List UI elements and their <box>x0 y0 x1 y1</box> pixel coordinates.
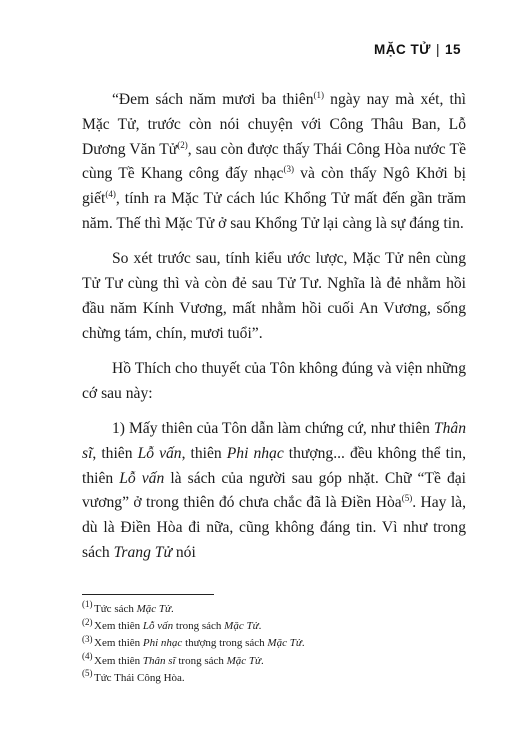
footnote-ref: (5) <box>401 493 413 504</box>
text-run: thượng... đều không thể tin, thiên <box>82 444 466 487</box>
footnote-ref: (2) <box>177 139 188 150</box>
text-run: So xét trước sau, tính kiểu ước lược, Mặc Tử nên cùng Tử Tư cùng thì và còn đẻ sau Tử Tư. Nghĩa là đẻ nhằm hồi đầu năm Kính Vương, mất nhằm hồi cuối An Vương, sống chừng tám, chín, mươi tuổi”. <box>82 250 466 342</box>
italic-title: Lỗ vấn <box>119 469 165 487</box>
text-run: Xem thiên <box>94 637 143 650</box>
paragraph <box>82 247 466 346</box>
text-run: Tức Thái Công Hòa. <box>94 671 185 684</box>
text-run: , sau còn được thấy Thái Công Hòa nước Tề cùng Tề Khang công đấy nhạc <box>82 140 466 183</box>
running-header-separator: | <box>435 42 440 57</box>
italic-title: Thân sĩ <box>82 420 466 462</box>
text-run: , tính ra Mặc Tử cách lúc Khổng Tử mất đến gần trăm năm. Thế thì Mặc Tử ở sau Khổng Tử lại càng là sự đáng tin. <box>82 190 466 232</box>
italic-title: Mặc Tử <box>224 620 259 633</box>
text-run: thượng trong sách <box>182 637 268 650</box>
running-header <box>374 42 461 57</box>
footnote-divider <box>82 594 214 595</box>
paragraph <box>82 417 466 566</box>
text-run: ngày nay mà xét, thì Mặc Tử, trước còn nói chuyện với Công Thâu Ban, Lỗ Dương Văn Tử <box>82 91 466 158</box>
footnote-item: $^{(4)}$ Xem thiên Thân sĩ trong sách Mặc Tử. <box>82 650 264 667</box>
text-run: “Đem sách năm mươi ba thiên <box>112 91 314 108</box>
footnote-item: $^{(2)}$ Xem thiên Lỗ vấn trong sách Mặc Tử. <box>82 616 262 633</box>
italic-title: Lỗ vấn <box>142 620 174 633</box>
italic-title: Mặc Tử <box>136 603 172 615</box>
text-run: nói <box>171 544 196 562</box>
text-run: 1) Mấy thiên của Tôn dẫn làm chứng cứ, như thiên <box>112 420 434 438</box>
text-run: Xem thiên <box>94 654 143 667</box>
text-run: Tức sách <box>94 603 137 615</box>
footnote-item: $^{(1)}$ Tức sách Mặc Tử. <box>82 599 174 615</box>
page-number: 15 <box>444 42 461 57</box>
text-run: trong sách <box>175 654 227 667</box>
paragraph <box>82 357 466 407</box>
text-run: Xem thiên <box>94 620 143 633</box>
italic-title: Mặc Tử <box>226 654 262 667</box>
text-run: , thiên <box>181 444 227 462</box>
footnote-ref: (4) <box>105 189 116 199</box>
text-run: . <box>261 654 264 667</box>
italic-title: Phi nhạc <box>226 444 284 462</box>
italic-title: Mặc Tử <box>267 637 302 650</box>
text-run: Hồ Thích cho thuyết của Tôn không đúng và viện những cớ sau này: <box>82 359 466 402</box>
running-header-title: MẶC TỬ <box>374 42 431 57</box>
text-run: là sách của người sau góp nhặt. Chữ “Tề đại vương” ở trong thiên đó chưa chắc đã là Điền Hòa <box>82 469 466 512</box>
footnote-item: $^{(3)}$ Xem thiên Phi nhạc thượng trong sách Mặc Tử. <box>82 633 305 650</box>
text-run: . <box>258 620 262 633</box>
italic-title: Lỗ vấn <box>137 444 182 462</box>
footnote-ref: (3) <box>283 164 294 175</box>
text-run: , thiên <box>92 444 138 462</box>
footnotes <box>82 601 466 687</box>
italic-title: Phi nhạc <box>142 637 183 650</box>
text-run: . <box>171 603 174 615</box>
text-run: . <box>301 637 305 650</box>
footnote-ref: (1) <box>313 89 325 100</box>
paragraph <box>82 88 466 237</box>
footnote-item: $^{(5)}$ Tức Thái Công Hòa. <box>82 668 185 684</box>
italic-title: Thân sĩ <box>142 654 176 667</box>
text-run: . Hay là, dù là Điền Hòa đi nữa, cũng không đáng tin. Vì như trong sách <box>82 494 466 562</box>
text-run: trong sách <box>173 620 225 633</box>
text-run: và còn thấy Ngô Khởi bị giết <box>82 165 467 208</box>
body-text <box>82 88 466 576</box>
italic-title: Trang Tử <box>113 544 172 562</box>
